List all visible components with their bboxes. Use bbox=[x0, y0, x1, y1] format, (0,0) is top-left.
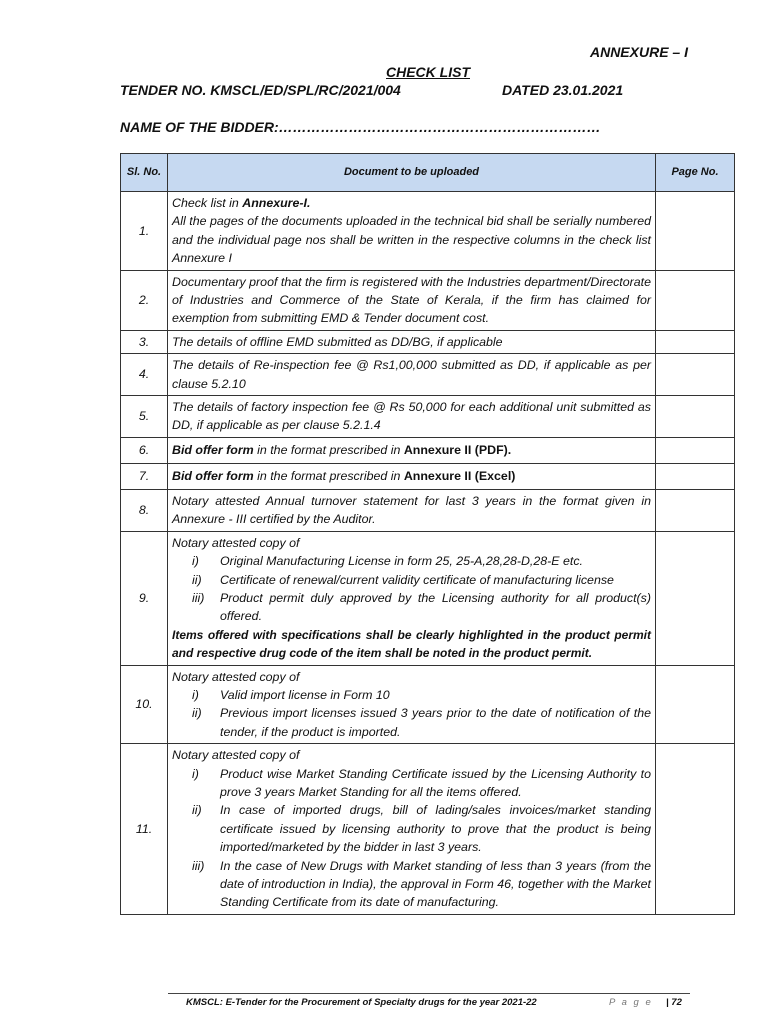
row-number: 6. bbox=[121, 437, 168, 463]
table-row bbox=[121, 192, 735, 271]
item-marker: ii) bbox=[192, 706, 202, 721]
row-document: Documentary proof that the firm is registered with the Industries department/Directorate of Industries and Commerce of the State of Kerala, if the firm has claimed for exemption from submitting EMD & Tender document cost. bbox=[168, 270, 656, 330]
page-no-cell[interactable] bbox=[656, 270, 735, 330]
table-row bbox=[121, 330, 735, 353]
row-text: All the pages of the documents uploaded in the technical bid shall be serially numbered and the individual page nos shall be written in the respective columns in the check list Annexure I bbox=[172, 214, 651, 266]
item-marker: iii) bbox=[192, 858, 205, 873]
table-row bbox=[121, 665, 735, 744]
footer-text: KMSCL: E-Tender for the Procurement of Specialty drugs for the year 2021-22 bbox=[186, 997, 537, 1008]
page-no-cell[interactable] bbox=[656, 744, 735, 915]
row-number: 3. bbox=[121, 330, 168, 353]
header-page-no: Page No. bbox=[656, 154, 735, 192]
row-document bbox=[168, 192, 656, 271]
list-item bbox=[172, 686, 651, 704]
list-item bbox=[172, 552, 651, 570]
item-text: Product wise Market Standing Certificate issued by the Licensing Authority to prove 3 years Market Standing for all the items offered. bbox=[220, 766, 651, 799]
row-text-bold: Annexure II (PDF). bbox=[403, 443, 512, 458]
page-no-cell[interactable] bbox=[656, 531, 735, 665]
item-marker: i) bbox=[192, 687, 199, 702]
list-item bbox=[172, 704, 651, 741]
row-document: The details of Re-inspection fee @ Rs1,00,000 submitted as DD, if applicable as per clause 5.2.10 bbox=[168, 354, 656, 396]
tender-date: DATED 23.01.2021 bbox=[502, 82, 624, 98]
item-marker: ii) bbox=[192, 572, 202, 587]
table-row bbox=[121, 396, 735, 438]
item-text: In the case of New Drugs with Market standing of less than 3 years (from the date of introduction in India), the approval in Form 46, together with the Market Standing Certificate from its date of manufacturing. bbox=[220, 858, 651, 910]
list-item bbox=[172, 589, 651, 626]
row-number: 9. bbox=[121, 531, 168, 665]
row-document bbox=[168, 463, 656, 489]
row-document bbox=[168, 531, 656, 665]
page-no-cell[interactable] bbox=[656, 665, 735, 744]
item-text: Certificate of renewal/current validity certificate of manufacturing license bbox=[220, 572, 614, 587]
row-intro: Notary attested copy of bbox=[172, 669, 300, 684]
table-row bbox=[121, 437, 735, 463]
item-text: In case of imported drugs, bill of lading/sales invoices/market standing certificate issued by licensing authority to prove that the product is being imported/marketed by the bidder in last 3 years. bbox=[220, 803, 651, 855]
page-no-cell[interactable] bbox=[656, 463, 735, 489]
row-number: 8. bbox=[121, 489, 168, 531]
table-row bbox=[121, 744, 735, 915]
row-number: 11. bbox=[121, 744, 168, 915]
page-no-cell[interactable] bbox=[656, 354, 735, 396]
page-title: CHECK LIST bbox=[386, 64, 470, 80]
header-document: Document to be uploaded bbox=[168, 154, 656, 192]
row-text-bold: Bid offer form bbox=[172, 469, 254, 484]
row-text-bold: Annexure II (Excel) bbox=[403, 469, 516, 484]
item-marker: i) bbox=[192, 766, 199, 781]
row-text: in the format prescribed in bbox=[253, 443, 404, 458]
row-intro: Notary attested copy of bbox=[172, 748, 300, 763]
page-no-cell[interactable] bbox=[656, 330, 735, 353]
footer-page-label: P a g e bbox=[609, 997, 653, 1008]
table-row bbox=[121, 489, 735, 531]
table-row bbox=[121, 354, 735, 396]
row-number: 4. bbox=[121, 354, 168, 396]
item-text: Product permit duly approved by the Licensing authority for all product(s) offered. bbox=[220, 590, 651, 624]
list-item bbox=[172, 801, 651, 856]
checklist-table bbox=[120, 153, 735, 915]
table-header-row bbox=[121, 154, 735, 192]
row-number: 10. bbox=[121, 665, 168, 744]
header-sl-no: Sl. No. bbox=[121, 154, 168, 192]
item-marker: ii) bbox=[192, 803, 202, 818]
row-document: The details of factory inspection fee @ Rs 50,000 for each additional unit submitted as DD, if applicable as per clause 5.2.1.4 bbox=[168, 396, 656, 438]
row-note: Items offered with specifications shall be clearly highlighted in the product permit and respective drug code of the item shall be noted in the product permit. bbox=[172, 627, 651, 661]
list-item bbox=[172, 765, 651, 802]
item-marker: iii) bbox=[192, 590, 205, 605]
row-document bbox=[168, 437, 656, 463]
annexure-label: ANNEXURE – I bbox=[589, 44, 688, 60]
page-no-cell[interactable] bbox=[656, 437, 735, 463]
item-marker: i) bbox=[192, 554, 199, 569]
footer-page-number: | 72 bbox=[666, 997, 682, 1008]
table-row bbox=[121, 463, 735, 489]
row-intro: Notary attested copy of bbox=[172, 535, 300, 550]
item-text: Previous import licenses issued 3 years prior to the date of notification of the tender, if the product is imported. bbox=[220, 706, 651, 739]
row-text: in the format prescribed in bbox=[253, 469, 404, 484]
row-number: 1. bbox=[121, 192, 168, 271]
row-document bbox=[168, 744, 656, 915]
row-number: 5. bbox=[121, 396, 168, 438]
row-document bbox=[168, 665, 656, 744]
row-document: The details of offline EMD submitted as DD/BG, if applicable bbox=[168, 330, 656, 353]
row-document: Notary attested Annual turnover statement for last 3 years in the format given in Annexure - III certified by the Auditor. bbox=[168, 489, 656, 531]
row-number: 2. bbox=[121, 270, 168, 330]
row-text-bold: Bid offer form bbox=[172, 443, 254, 458]
footer-divider bbox=[168, 993, 690, 994]
table-row bbox=[121, 531, 735, 665]
item-text: Original Manufacturing License in form 25, 25-A,28,28-D,28-E etc. bbox=[220, 554, 583, 569]
row-text-bold: Annexure-I. bbox=[242, 196, 311, 210]
item-text: Valid import license in Form 10 bbox=[220, 687, 390, 702]
page-no-cell[interactable] bbox=[656, 489, 735, 531]
bidder-name-label: NAME OF THE BIDDER:…………………………………………………………… bbox=[120, 119, 601, 135]
table-row bbox=[121, 270, 735, 330]
page-no-cell[interactable] bbox=[656, 192, 735, 271]
row-number: 7. bbox=[121, 463, 168, 489]
row-text: Check list in bbox=[172, 196, 243, 210]
list-item bbox=[172, 571, 651, 589]
list-item bbox=[172, 857, 651, 912]
page-no-cell[interactable] bbox=[656, 396, 735, 438]
tender-number: TENDER NO. KMSCL/ED/SPL/RC/2021/004 bbox=[120, 82, 401, 98]
